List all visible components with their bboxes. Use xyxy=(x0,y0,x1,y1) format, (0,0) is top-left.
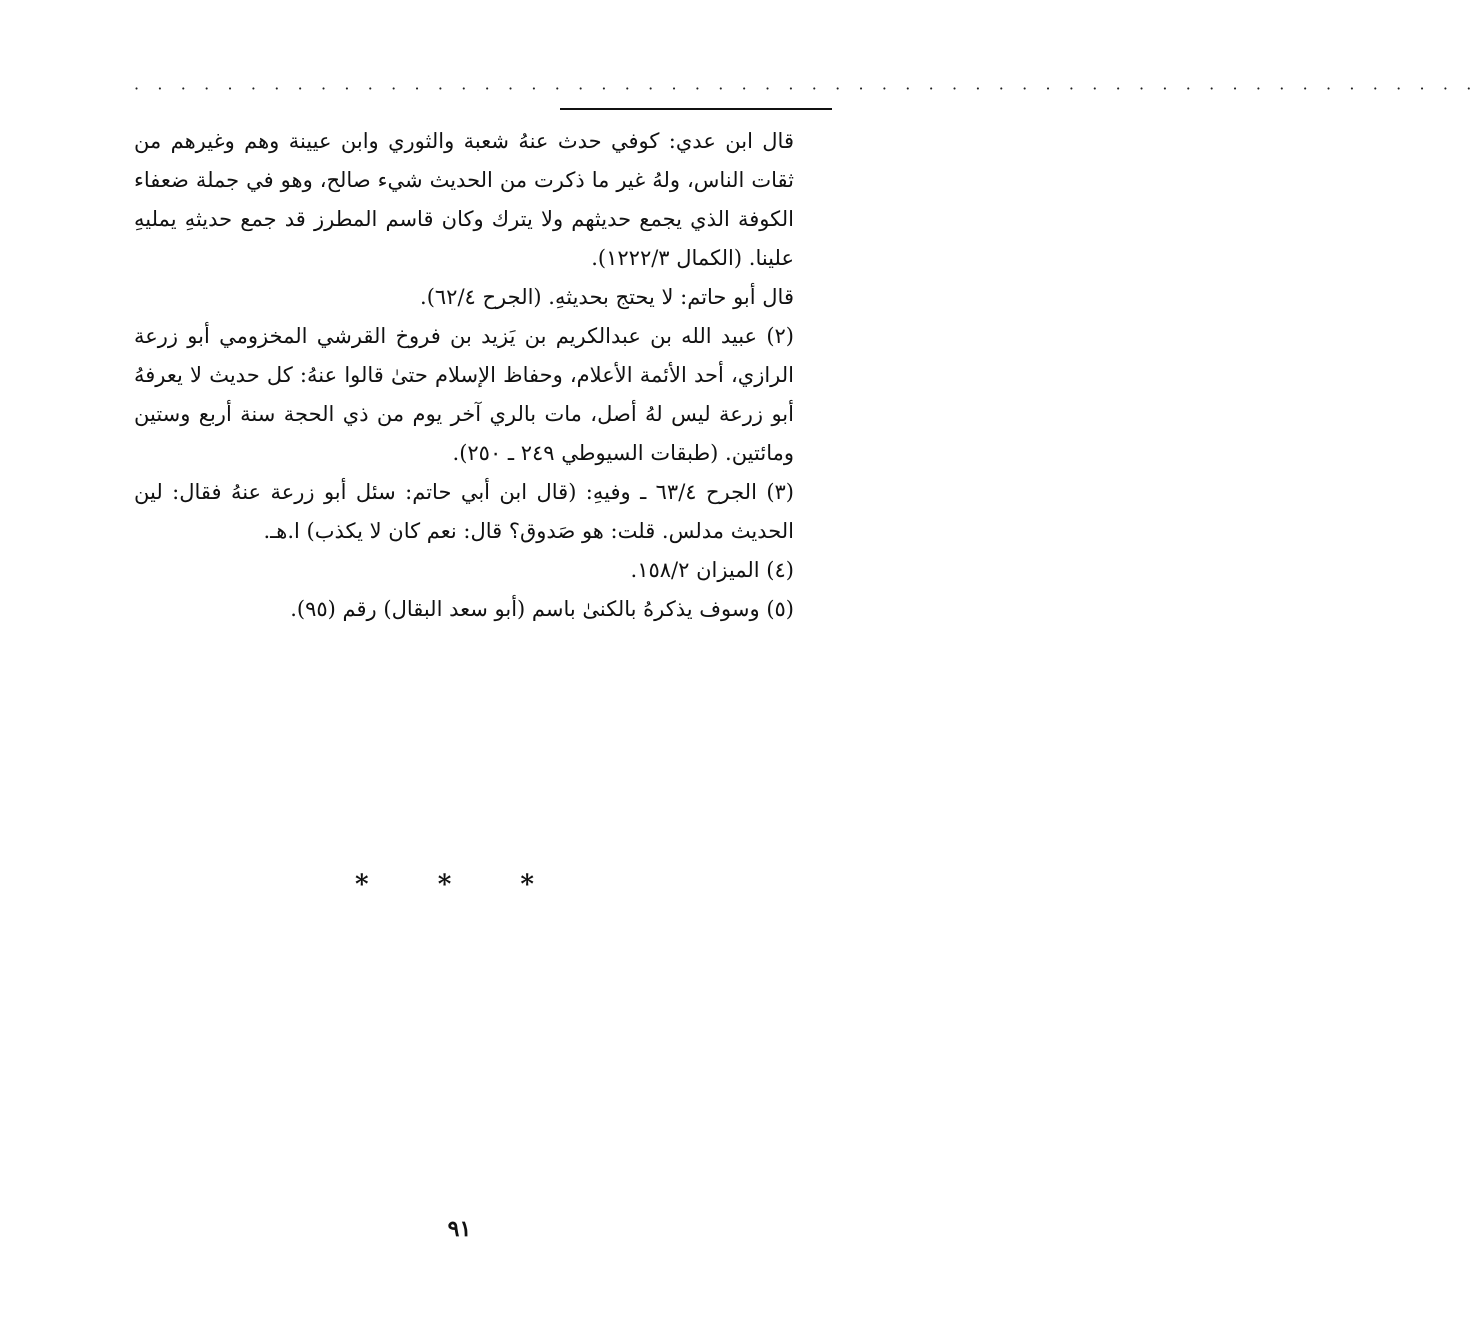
footnote-separator-rule xyxy=(560,108,832,110)
footnote-text: قال أبو حاتم: لا يحتج بحديثهِ. (الجرح ٦٢/٤). xyxy=(420,285,794,309)
footnote-text: (٤) الميزان ١٥٨/٢. xyxy=(630,558,794,582)
section-separator-stars: * * * xyxy=(355,870,564,900)
footnote-text: قال ابن عدي: كوفي حدث عنهُ شعبة والثوري وابن عيينة وهم وغيرهم من ثقات الناس، ولهُ غير ما ذكرت من الحديث شيء صالح، وهو في جملة ضعفاء الكوفة الذي يجمع حديثهم ولا يترك وكان قاسم المطرز قد جمع حديثهِ يمليهِ علينا. (الكمال ١٢٢٢/٣). xyxy=(134,129,794,270)
footnote-text: (٢) عبيد الله بن عبدالكريم بن يَزيد بن فروخ القرشي المخزومي أبو زرعة الرازي، أحد الأئمة الأعلام، وحفاظ الإسلام حتىٰ قالوا عنهُ: كل حديث لا يعرفهُ أبو زرعة ليس لهُ أصل، مات بالري آخر يوم من ذي الحجة سنة أربع وستين ومائتين. (طبقات السيوطي ٢٤٩ ـ ٢٥٠). xyxy=(134,324,794,465)
footnotes-block xyxy=(134,122,832,629)
page-number: ٩١ xyxy=(447,1216,472,1242)
footnote-text: (٥) وسوف يذكرهُ بالكنىٰ باسم (أبو سعد البقال) رقم (٩٥). xyxy=(290,597,794,621)
footnote-text: (٣) الجرح ٦٣/٤ ـ وفيهِ: (قال ابن أبي حاتم: سئل أبو زرعة عنهُ فقال: لين الحديث مدلس. قلت: هو صَدوق؟ قال: نعم كان لا يكذب) ا.هـ. xyxy=(134,480,794,543)
dot-leader: · · · · · · · · · · · · · · · · · · · · · · · · · · · · · · · · · · · · · · · · · · · · · · · · · · · · · · · · · · xyxy=(134,79,1478,98)
